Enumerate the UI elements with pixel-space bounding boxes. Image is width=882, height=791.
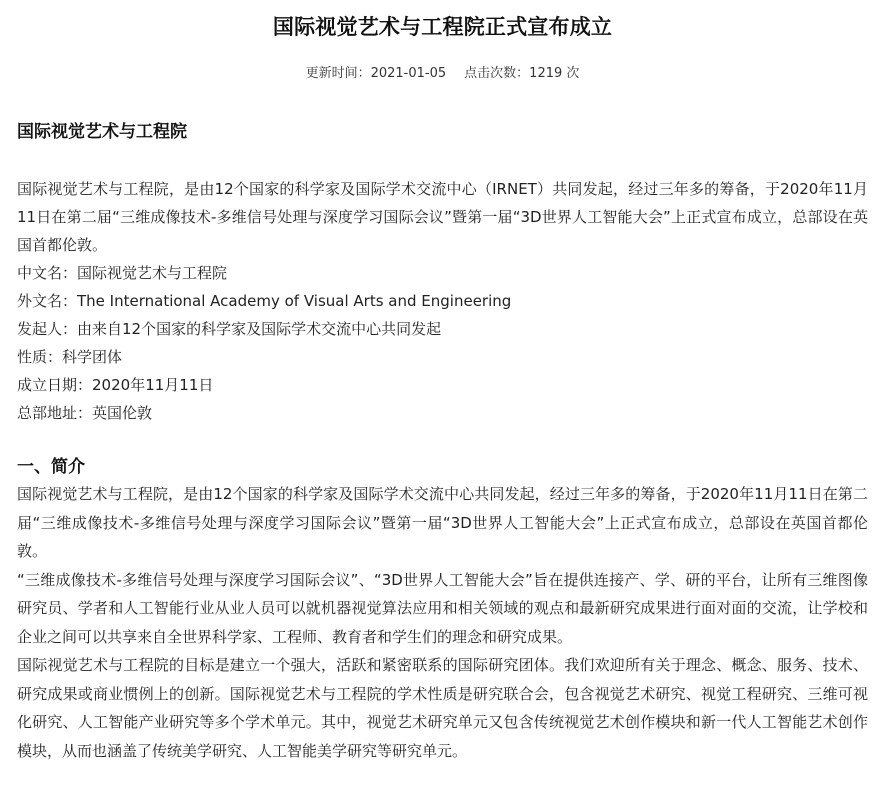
info-value: 国际视觉艺术与工程院 [77,264,228,282]
org-heading: 国际视觉艺术与工程院 [17,122,187,142]
info-label: 中文名： [17,264,78,282]
body-paragraph: 国际视觉艺术与工程院的目标是建立一个强大，活跃和紧密联系的国际研究团体。我们欢迎所有关于理念、概念、服务、技术、研究成果或商业惯例上的创新。国际视觉艺术与工程院的学术性质是研究联合会，包含视觉艺术研究、视觉工程研究、三维可视化研究、人工智能产业研究等多个学术单元。其中，视觉艺术研究单元又包含传统视觉艺术创作模块和新一代人工智能艺术创作模块，从而也涵盖了传统美学研究、人工智能美学研究等研究单元。 [17,656,868,760]
info-label: 发起人： [17,320,78,338]
section-intro-body [17,480,868,765]
info-item-chinese-name [17,259,868,287]
clicks-label: 点击次数： [464,66,530,81]
info-label: 外文名： [17,292,78,310]
info-label: 成立日期： [17,376,93,394]
page-title: 国际视觉艺术与工程院正式宣布成立 [272,15,613,39]
info-item-founders [17,315,868,343]
info-item-headquarters [17,399,868,427]
info-value: The International Academy of Visual Arts and Engineering [77,292,512,310]
clicks-unit: 次 [566,66,580,81]
info-value: 2020年11月11日 [92,376,214,394]
clicks-value: 1219 [529,66,563,81]
article-meta [17,65,868,83]
info-value: 英国伦敦 [92,404,153,422]
body-paragraph: 国际视觉艺术与工程院，是由12个国家的科学家及国际学术交流中心共同发起，经过三年多的筹备，于2020年11月11日在第二届“三维成像技术-多维信号处理与深度学习国际会议”暨第一届“3D世界人工智能大会”上正式宣布成立，总部设在英国首都伦敦。 [17,485,868,560]
info-value: 由来自12个国家的科学家及国际学术交流中心共同发起 [77,320,442,338]
info-value: 科学团体 [62,348,123,366]
info-label: 性质： [17,348,63,366]
section-heading-intro: 一、简介 [17,457,85,477]
info-label: 总部地址： [17,404,93,422]
intro-paragraph: 国际视觉艺术与工程院，是由12个国家的科学家及国际学术交流中心（IRNET）共同发起，经过三年多的筹备，于2020年11月11日在第二届“三维成像技术-多维信号处理与深度学习国际会议”暨第一届“3D世界人工智能大会”上正式宣布成立，总部设在英国首都伦敦。 [17,180,868,254]
updated-value: 2021-01-05 [370,66,447,81]
info-item-founded-date [17,371,868,399]
body-paragraph: “三维成像技术-多维信号处理与深度学习国际会议”、“3D世界人工智能大会”旨在提供连接产、学、研的平台，让所有三维图像研究员、学者和人工智能行业从业人员可以就机器视觉算法应用和相关领域的观点和最新研究成果进行面对面的交流，让学校和企业之间可以共享来自全世界科学家、工程师、教育者和学生们的理念和研究成果。 [17,570,868,646]
updated-label: 更新时间： [305,66,371,81]
info-item-foreign-name [17,287,868,315]
info-list [17,259,868,427]
info-item-nature [17,343,868,371]
